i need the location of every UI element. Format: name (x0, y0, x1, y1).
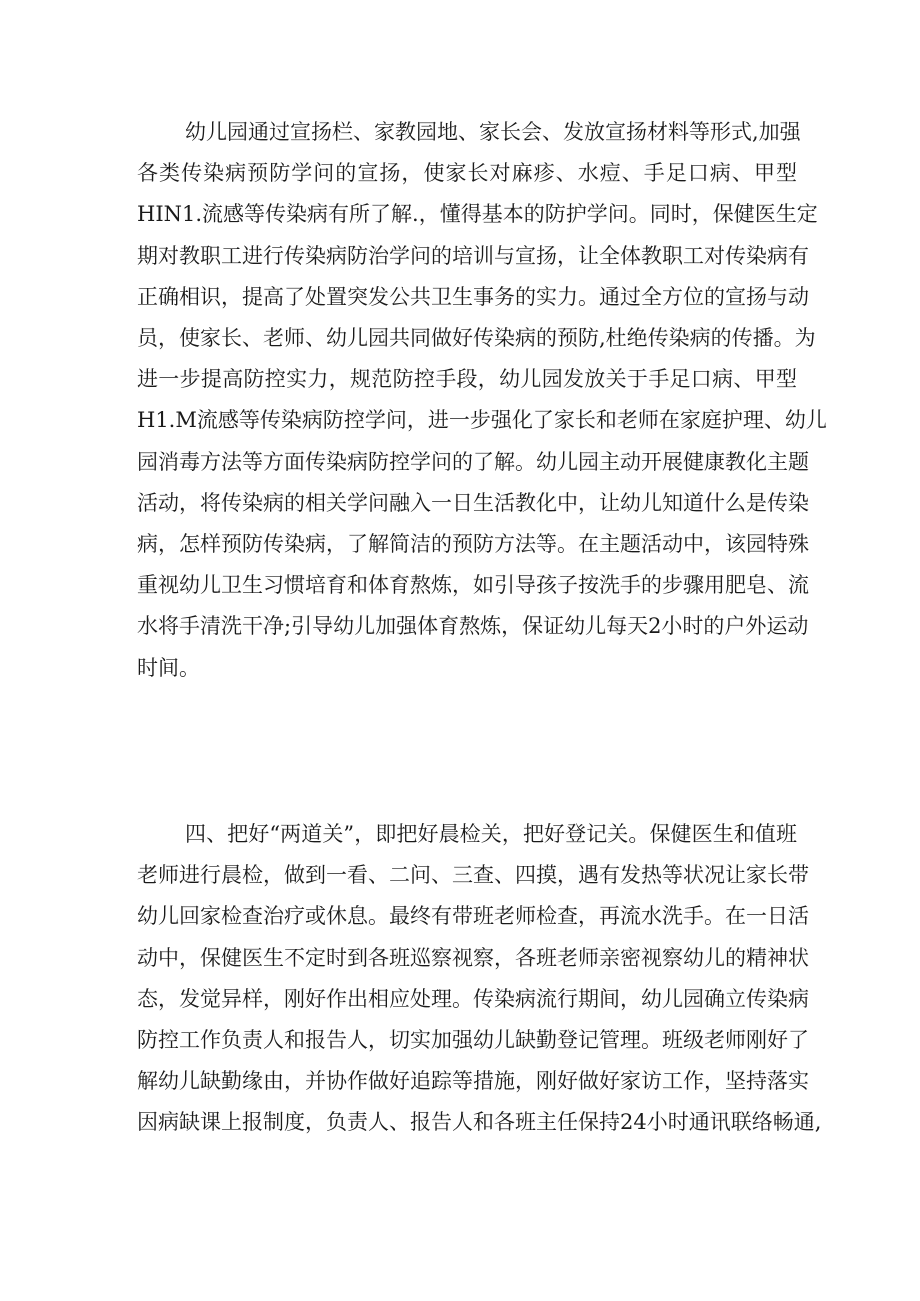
text-line: 期对教职工进行传染病防治学问的培训与宣扬，让全体教职工对传染病有 (137, 243, 809, 268)
text-line: 活动，将传染病的相关学问融入一日生活教化中，让幼儿知道什么是传染 (137, 490, 809, 515)
text-line: 幼儿回家检查治疗或休息。最终有带班老师检查，再流水洗手。在一日活 (137, 904, 809, 929)
text-line: H1.M流感等传染病防控学问，进一步强化了家长和老师在家庭护理、幼儿 (137, 408, 827, 433)
text-line: 四、把好“两道关”，即把好晨检关，把好登记关。保健医生和值班 (185, 822, 797, 846)
text-line: 园消毒方法等方面传染病防控学问的了解。幼儿园主动开展健康教化主题 (137, 449, 809, 474)
text-line: 进一步提高防控实力，规范防控手段，幼儿园发放关于手足口病、甲型 (137, 367, 797, 392)
text-line: 态，发觉异样，刚好作出相应处理。传染病流行期间，幼儿园确立传染病 (137, 986, 809, 1011)
text-line: 幼儿园通过宣扬栏、家教园地、家长会、发放宣扬材料等形式,加强 (185, 120, 801, 144)
text-line: 防控工作负责人和报告人，切实加强幼儿缺勤登记管理。班级老师刚好了 (137, 1028, 809, 1053)
paragraph-2 (137, 814, 822, 1144)
text-line: 因病缺课上报制度，负责人、报告人和各班主任保持24小时通讯联络畅通, (137, 1110, 822, 1135)
text-line: 重视幼儿卫生习惯培育和体育熬炼，如引导孩子按洗手的步骤用肥皂、流 (137, 573, 809, 598)
text-line: 动中，保健医生不定时到各班巡察视察，各班老师亲密视察幼儿的精神状 (137, 945, 809, 970)
paragraph-1 (137, 112, 827, 689)
text-line: 各类传染病预防学问的宣扬，使家长对麻疹、水痘、手足口病、甲型 (137, 161, 797, 186)
text-line: 老师进行晨检，做到一看、二问、三查、四摸，遇有发热等状况让家长带 (137, 863, 809, 888)
text-line: 解幼儿缺勤缘由，并协作做好追踪等措施，刚好做好家访工作，坚持落实 (137, 1069, 809, 1094)
text-line: 员，使家长、老师、幼儿园共同做好传染病的预防,杜绝传染病的传播。为 (137, 326, 816, 351)
text-line: 正确相识，提高了处置突发公共卫生事务的实力。通过全方位的宣扬与动 (137, 284, 809, 309)
text-line: 时间。 (137, 655, 200, 680)
text-line: 水将手清洗干净;引导幼儿加强体育熬炼，保证幼儿每天2小时的户外运动 (137, 614, 809, 639)
text-line: 病，怎样预防传染病，了解简洁的预防方法等。在主题活动中，该园特殊 (137, 532, 809, 557)
text-line: HIN1.流感等传染病有所了解.，懂得基本的防护学问。同时，保健医生定 (137, 202, 818, 227)
